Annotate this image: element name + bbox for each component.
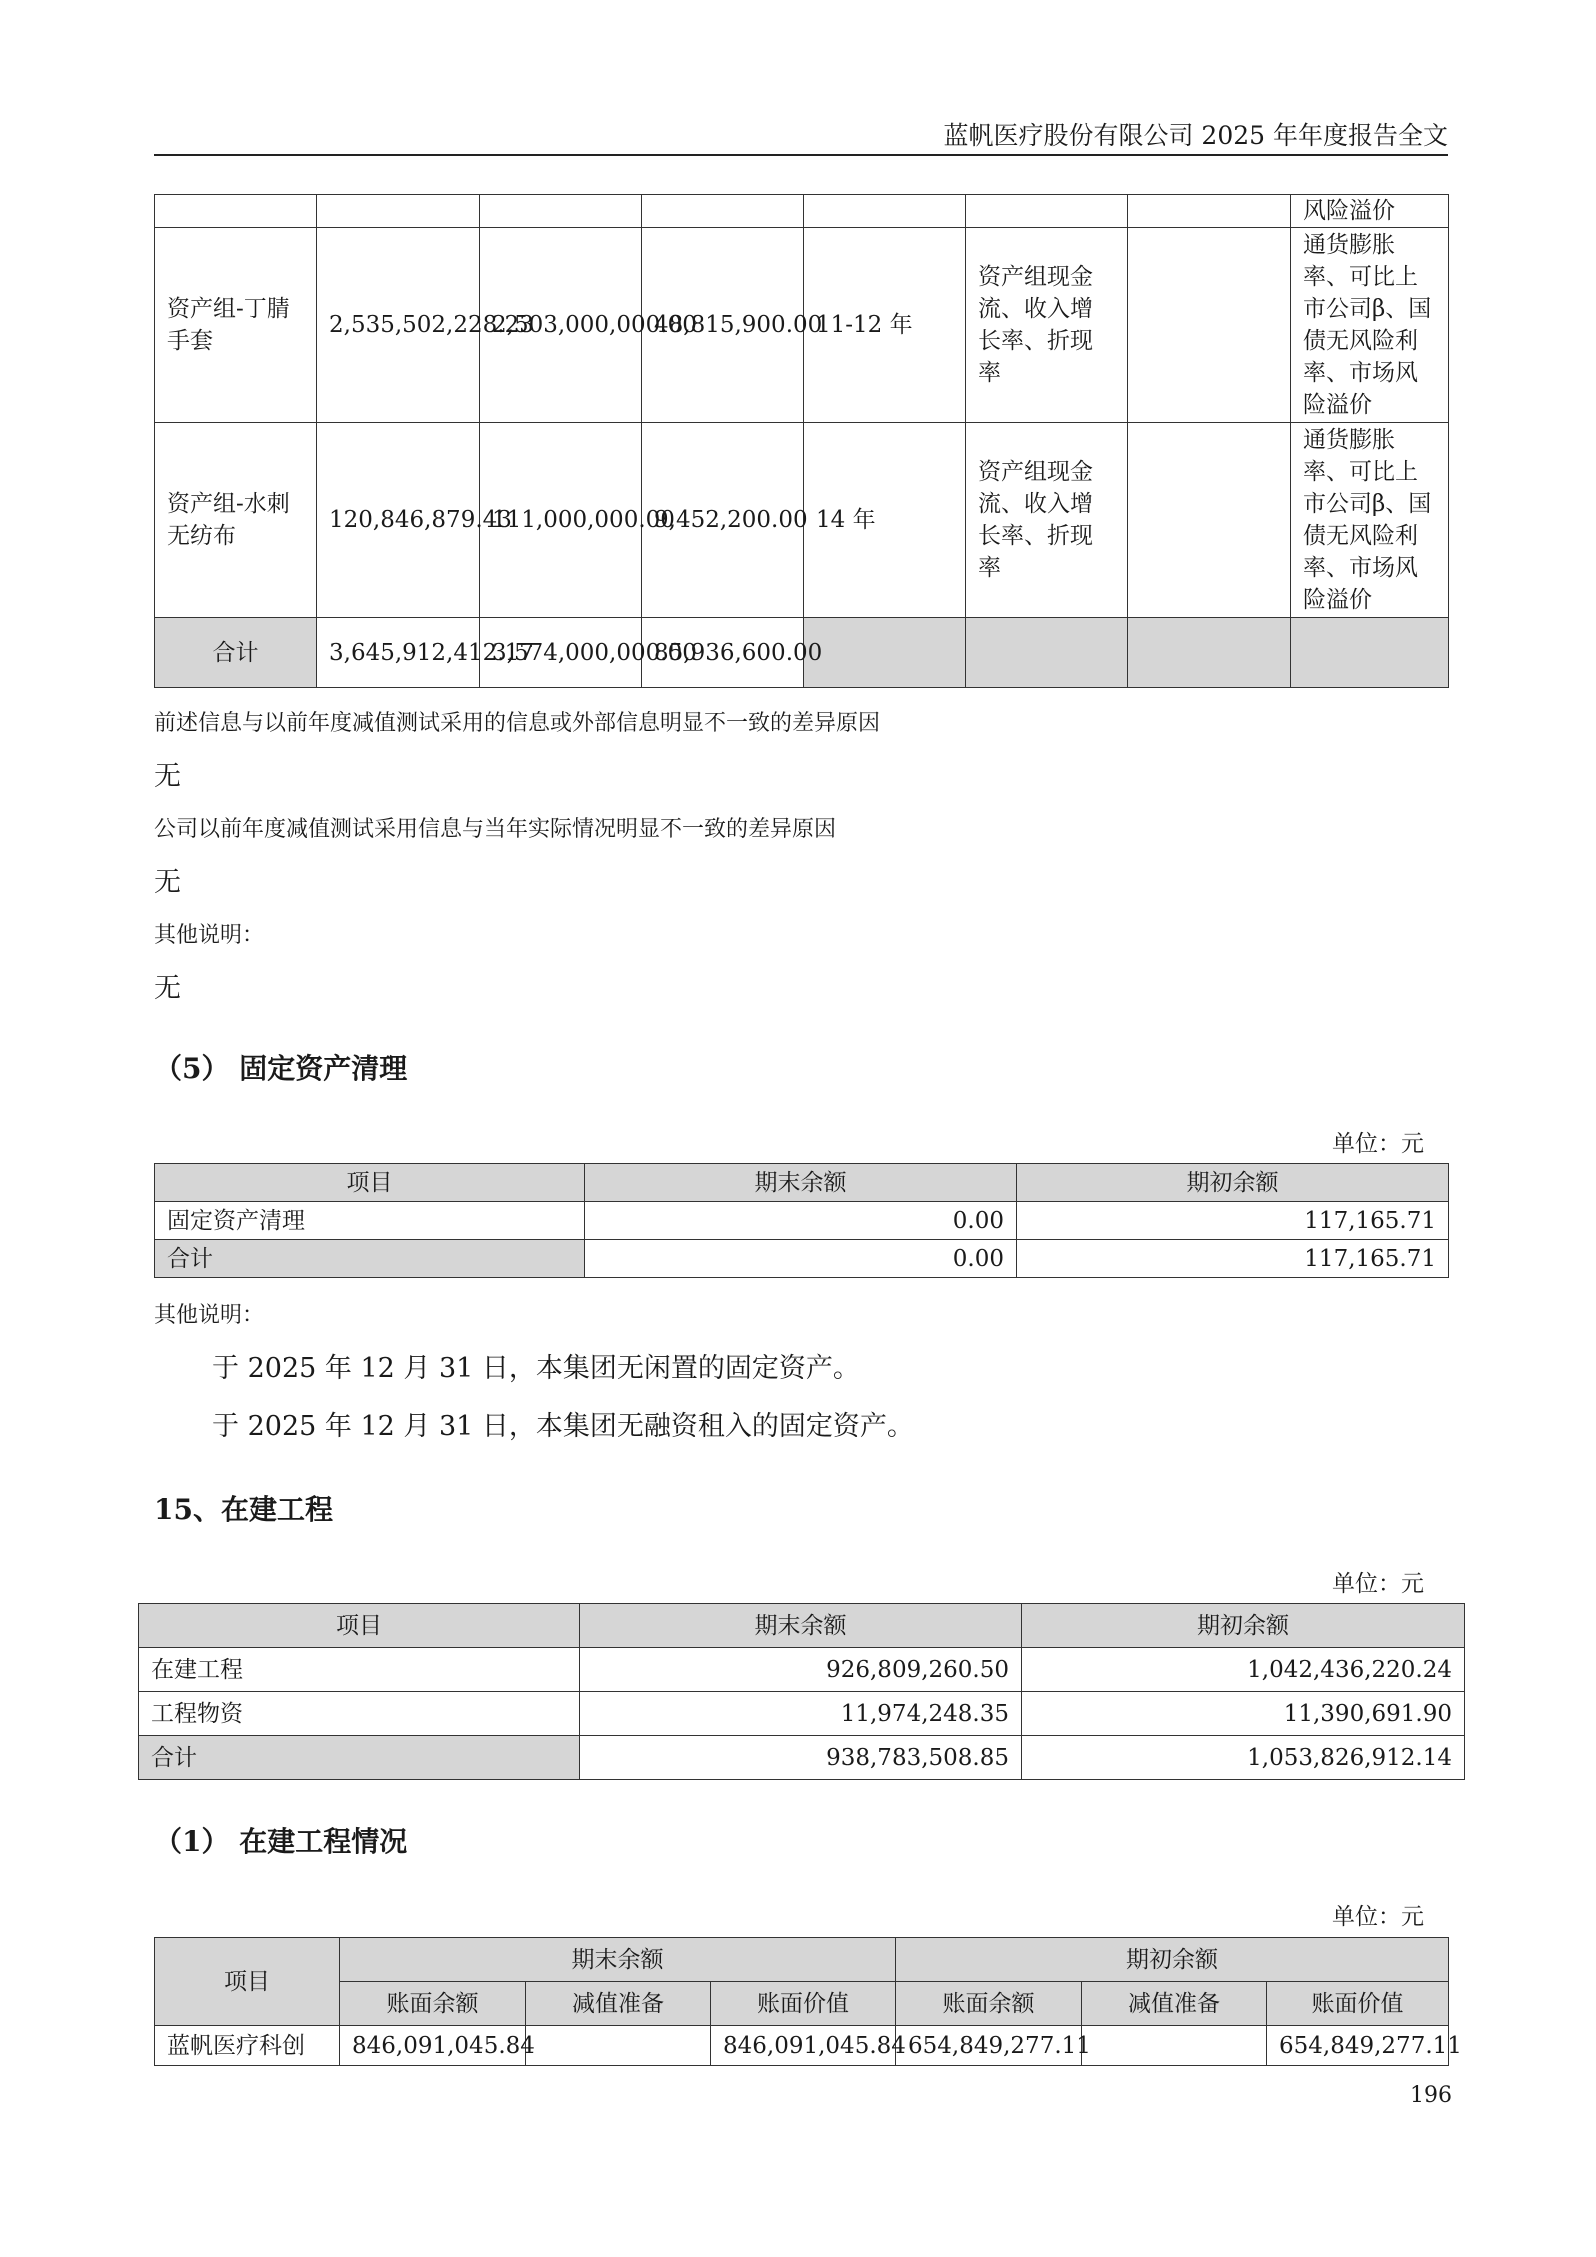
table-cell: 资产组-丁腈手套	[155, 228, 317, 423]
column-header: 项目	[155, 1938, 340, 2026]
table-header-row	[155, 1982, 1449, 2026]
table-cell: 合计	[155, 618, 317, 688]
section-heading: （5） 固定资产清理	[154, 1052, 408, 1085]
table-cell: 0.00	[585, 1240, 1017, 1278]
construction-detail-table	[154, 1937, 1462, 2066]
table-cell: 11,974,248.35	[580, 1692, 1022, 1736]
table-cell: 11-12 年	[804, 228, 966, 423]
table-cell: 111,000,000.00	[480, 423, 642, 618]
column-header: 账面余额	[896, 1982, 1082, 2026]
table-cell: 3,574,000,000.00	[480, 618, 642, 688]
table-cell: 48,815,900.00	[642, 228, 804, 423]
table-cell: 资产组现金流、收入增长率、折现率	[966, 423, 1128, 618]
column-header: 项目	[139, 1604, 580, 1648]
table-row	[155, 2026, 1449, 2066]
table-row	[139, 1736, 1465, 1780]
table-cell: 3,645,912,412.17	[317, 618, 480, 688]
column-header: 期初余额	[1017, 1164, 1449, 1202]
diff-note-2-label: 公司以前年度减值测试采用信息与当年实际情况明显不一致的差异原因	[154, 817, 837, 842]
table-header-row	[155, 1938, 1449, 1982]
table-cell: 资产组现金流、收入增长率、折现率	[966, 228, 1128, 423]
table-header-row	[155, 1164, 1449, 1202]
table-cell: 合计	[155, 1240, 585, 1278]
diff-note-2-value: 无	[154, 867, 181, 898]
column-header: 账面价值	[711, 1982, 896, 2026]
table-cell: 固定资产清理	[155, 1202, 585, 1240]
note-line: 于 2025 年 12 月 31 日，本集团无闲置的固定资产。	[212, 1353, 860, 1384]
table-cell: 926,809,260.50	[580, 1648, 1022, 1692]
table-cell	[1128, 423, 1291, 618]
construction-in-progress-table	[138, 1603, 1465, 1780]
note-line: 于 2025 年 12 月 31 日，本集团无融资租入的固定资产。	[212, 1411, 914, 1442]
column-group-header: 期初余额	[896, 1938, 1449, 1982]
table-cell: 120,846,879.43	[317, 423, 480, 618]
other-note-label: 其他说明：	[154, 1303, 265, 1328]
other-note-label: 其他说明：	[154, 923, 265, 948]
header-title: 蓝帆医疗股份有限公司 2025 年年度报告全文	[943, 121, 1448, 150]
table-cell: 938,783,508.85	[580, 1736, 1022, 1780]
column-header: 账面余额	[340, 1982, 526, 2026]
section-heading: 15、在建工程	[154, 1493, 333, 1526]
table-cell: 资产组-水刺无纺布	[155, 423, 317, 618]
table-cell: 85,936,600.00	[642, 618, 804, 688]
unit-label: 单位：元	[1332, 1131, 1424, 1157]
table-cell	[1128, 228, 1291, 423]
unit-label: 单位：元	[1332, 1904, 1424, 1930]
table-row	[155, 228, 1449, 423]
column-header: 账面价值	[1267, 1982, 1449, 2026]
column-header: 减值准备	[526, 1982, 711, 2026]
table-row-total	[155, 618, 1449, 688]
other-note-value: 无	[154, 973, 181, 1004]
table-row	[155, 1202, 1449, 1240]
table-row	[155, 423, 1449, 618]
table-row	[155, 1240, 1449, 1278]
table-row	[139, 1648, 1465, 1692]
page-header	[154, 108, 1448, 156]
table-cell: 117,165.71	[1017, 1202, 1449, 1240]
table-cell: 846,091,045.84	[340, 2026, 526, 2066]
table-cell: 11,390,691.90	[1022, 1692, 1465, 1736]
table-header-row	[139, 1604, 1465, 1648]
table-cell: 通货膨胀率、可比上市公司β、国债无风险利率、市场风险溢价	[1291, 423, 1449, 618]
table-cell: 在建工程	[139, 1648, 580, 1692]
table-cell	[526, 2026, 711, 2066]
table-cell: 蓝帆医疗科创	[155, 2026, 340, 2066]
table-cell: 通货膨胀率、可比上市公司β、国债无风险利率、市场风险溢价	[1291, 228, 1449, 423]
column-header: 期末余额	[580, 1604, 1022, 1648]
table-cell: 0.00	[585, 1202, 1017, 1240]
table-cell: 2,503,000,000.00	[480, 228, 642, 423]
column-header: 项目	[155, 1164, 585, 1202]
diff-note-1-label: 前述信息与以前年度减值测试采用的信息或外部信息明显不一致的差异原因	[154, 711, 881, 736]
table-cell: 工程物资	[139, 1692, 580, 1736]
page-number: 196	[1410, 2083, 1452, 2108]
table-cell: 846,091,045.84	[711, 2026, 896, 2066]
table-cell: 654,849,277.11	[1267, 2026, 1449, 2066]
table-cell: 117,165.71	[1017, 1240, 1449, 1278]
column-group-header: 期末余额	[340, 1938, 896, 1982]
table-cell	[1082, 2026, 1267, 2066]
column-header: 期末余额	[585, 1164, 1017, 1202]
table-cell: 1,053,826,912.14	[1022, 1736, 1465, 1780]
fixed-asset-disposal-table	[154, 1163, 1449, 1278]
table-cell: 1,042,436,220.24	[1022, 1648, 1465, 1692]
table-cell: 9,452,200.00	[642, 423, 804, 618]
section-heading: （1） 在建工程情况	[154, 1825, 408, 1858]
table-row	[155, 195, 1449, 228]
table-cell: 654,849,277.11	[896, 2026, 1082, 2066]
column-header: 期初余额	[1022, 1604, 1465, 1648]
table-cell: 2,535,502,228.23	[317, 228, 480, 423]
table-cell: 风险溢价	[1291, 195, 1449, 228]
table-cell: 14 年	[804, 423, 966, 618]
diff-note-1-value: 无	[154, 761, 181, 792]
column-header: 减值准备	[1082, 1982, 1267, 2026]
impairment-table	[154, 194, 1449, 688]
table-cell: 合计	[139, 1736, 580, 1780]
table-row	[139, 1692, 1465, 1736]
unit-label: 单位：元	[1332, 1571, 1424, 1597]
